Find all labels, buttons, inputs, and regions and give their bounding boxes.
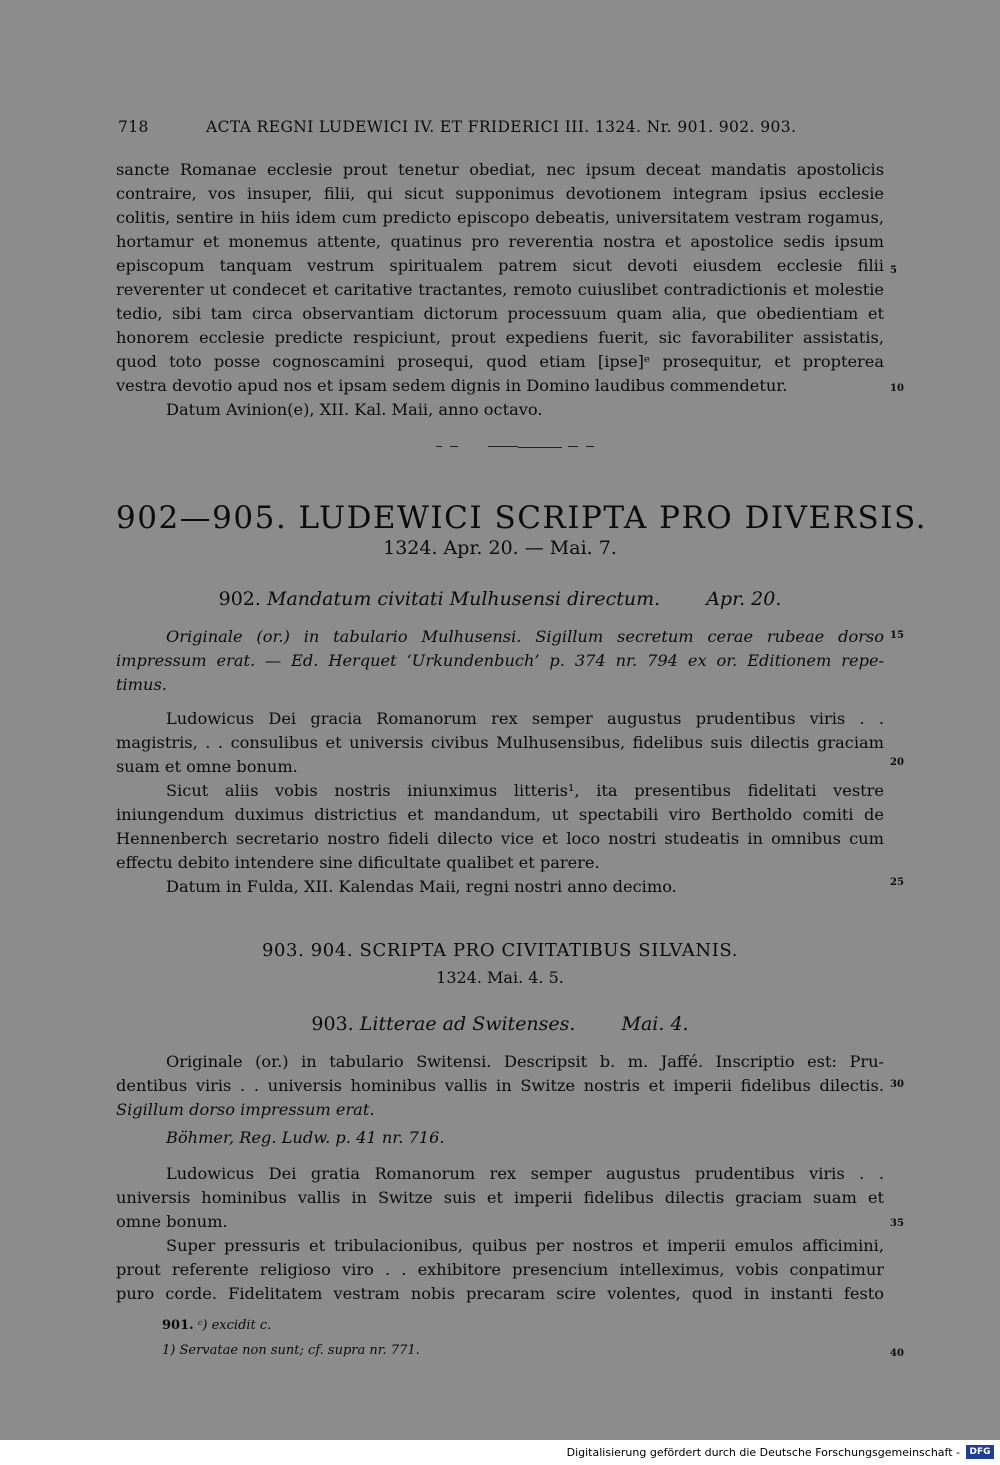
text-line: effectu debito intendere sine dificultate qualibet et parere. [116, 853, 600, 872]
line-number: 30 [890, 1079, 904, 1090]
source-line: impressum erat. — Ed. Herquet ‘Urkundenbuch’ p. 374 nr. 794 ex or. Editionem repe- [116, 651, 884, 670]
section-dates: 1324. Apr. 20. — Mai. 7. [383, 537, 617, 559]
dfg-logo: DFG [966, 1445, 994, 1459]
digitization-credit-bar [0, 1440, 1000, 1465]
text-line: Ludowicus Dei gratia Romanorum rex semper augustus prudentibus viris . . [166, 1164, 884, 1183]
section-separator [436, 446, 596, 450]
source-line: Sigillum dorso impressum erat. [116, 1100, 375, 1119]
doc902-heading [116, 588, 884, 610]
text-line: suam et omne bonum. [116, 757, 298, 776]
digitization-credit: Digitalisierung gefördert durch die Deutsche Forschungsgemeinschaft - [566, 1446, 960, 1459]
text-line: honorem ecclesie predicte respiciunt, prout expediens fuerit, sic favorabiliter assistatis, [116, 328, 884, 347]
text-line: prout referente religioso viro . . exhibitore presencium intelleximus, vobis conpatimur [116, 1260, 884, 1279]
line-number: 35 [890, 1218, 904, 1229]
text-line: Sicut aliis vobis nostris iniunximus litteris¹, ita presentibus fidelitati vestre [166, 781, 884, 800]
line-number: 25 [890, 877, 904, 888]
text-line: colitis, sentire in hiis idem cum predicto episcopo debeatis, universitatem vestram rogamus, [116, 208, 884, 227]
source-line: Originale (or.) in tabulario Switensi. Descripsit b. m. Jaffé. Inscriptio est: Pru- [166, 1052, 884, 1071]
text-line: Super pressuris et tribulacionibus, quibus per nostros et imperii emulos afficimini, [166, 1236, 884, 1255]
text-line: quod toto posse cognoscamini prosequi, quod etiam [ipse]ᵉ prosequitur, et propterea [116, 352, 884, 371]
line-number: 10 [890, 383, 904, 394]
text-line: episcopum tanquam vestrum spiritualem patrem sicut devoti eiusdem ecclesie filii [116, 256, 884, 275]
doc-number: 903. [311, 1013, 354, 1035]
source-line: dentibus viris . . universis hominibus vallis in Switze nostris et imperii fidelibus dilectis. [116, 1076, 884, 1095]
text-line: puro corde. Fidelitatem vestram nobis precaram scire volentes, quod in instanti festo [116, 1284, 884, 1303]
subsection-dates: 1324. Mai. 4. 5. [436, 968, 564, 987]
source-line: timus. [116, 675, 167, 694]
doc-date: Apr. 20. [706, 588, 782, 610]
text-line: tedio, sibi tam circa observantiam dictorum processuum quam alia, que obedientiam et [116, 304, 884, 323]
text-line: vestra devotio apud nos et ipsam sedem dignis in Domino laudibus commendetur. [116, 376, 788, 395]
doc-title: Litterae ad Switenses. [359, 1013, 576, 1035]
datum-line: Datum in Fulda, XII. Kalendas Maii, regni nostri anno decimo. [166, 877, 677, 896]
text-line: magistris, . . consulibus et universis civibus Mulhusensibus, fidelibus suis dilectis graciam [116, 733, 884, 752]
subsection-title: 903. 904. SCRIPTA PRO CIVITATIBUS SILVANIS. [261, 940, 739, 961]
line-number: 5 [890, 265, 897, 276]
footnote-number: 901. [162, 1318, 194, 1333]
footnote-text: ᶜ) excidit c. [197, 1318, 272, 1333]
source-line: Originale (or.) in tabulario Mulhusensi. Sigillum secretum cerae rubeae dorso [166, 627, 884, 646]
datum-line: Datum Avinion(e), XII. Kal. Maii, anno octavo. [166, 400, 543, 419]
footnote-901 [162, 1318, 271, 1333]
text-line: sancte Romanae ecclesie prout tenetur obediat, nec ipsum deceat mandatis apostolicis [116, 160, 884, 179]
text-line: omne bonum. [116, 1212, 228, 1231]
text-line: hortamur et monemus attente, quatinus pro reverentia nostra et apostolice sedis ipsum [116, 232, 884, 251]
section-title: 902—905. LUDEWICI SCRIPTA PRO DIVERSIS. [116, 500, 927, 536]
text-line: reverenter ut condecet et caritative tractantes, remoto cuiuslibet contradictionis et molestie [116, 280, 884, 299]
line-number: 40 [890, 1348, 904, 1359]
doc-date: Mai. 4. [621, 1013, 689, 1035]
text-line: universis hominibus vallis in Switze suis et imperii fidelibus dilectis graciam suam et [116, 1188, 884, 1207]
text-line: Hennenberch secretario nostro fideli dilecto vice et loco nostri studeatis in omnibus cum [116, 829, 884, 848]
line-number: 20 [890, 757, 904, 768]
text-line: contraire, vos insuper, filii, qui sicut supponimus devotionem integram ipsius ecclesie [116, 184, 884, 203]
text-line: Ludowicus Dei gracia Romanorum rex semper augustus prudentibus viris . . [166, 709, 884, 728]
footnote-1: 1) Servatae non sunt; cf. supra nr. 771. [162, 1343, 420, 1358]
text-line: iniungendum duximus districtius et mandandum, ut spectabili viro Bertholdo comiti de [116, 805, 884, 824]
doc-number: 902. [218, 588, 261, 610]
doc903-heading [116, 1013, 884, 1035]
doc-title: Mandatum civitati Mulhusensi directum. [266, 588, 661, 610]
line-number: 15 [890, 630, 904, 641]
page-number: 718 [118, 118, 149, 136]
running-title: ACTA REGNI LUDEWICI IV. ET FRIDERICI III. 1324. Nr. 901. 902. 903. [206, 118, 797, 136]
regest-line: Böhmer, Reg. Ludw. p. 41 nr. 716. [166, 1128, 445, 1147]
